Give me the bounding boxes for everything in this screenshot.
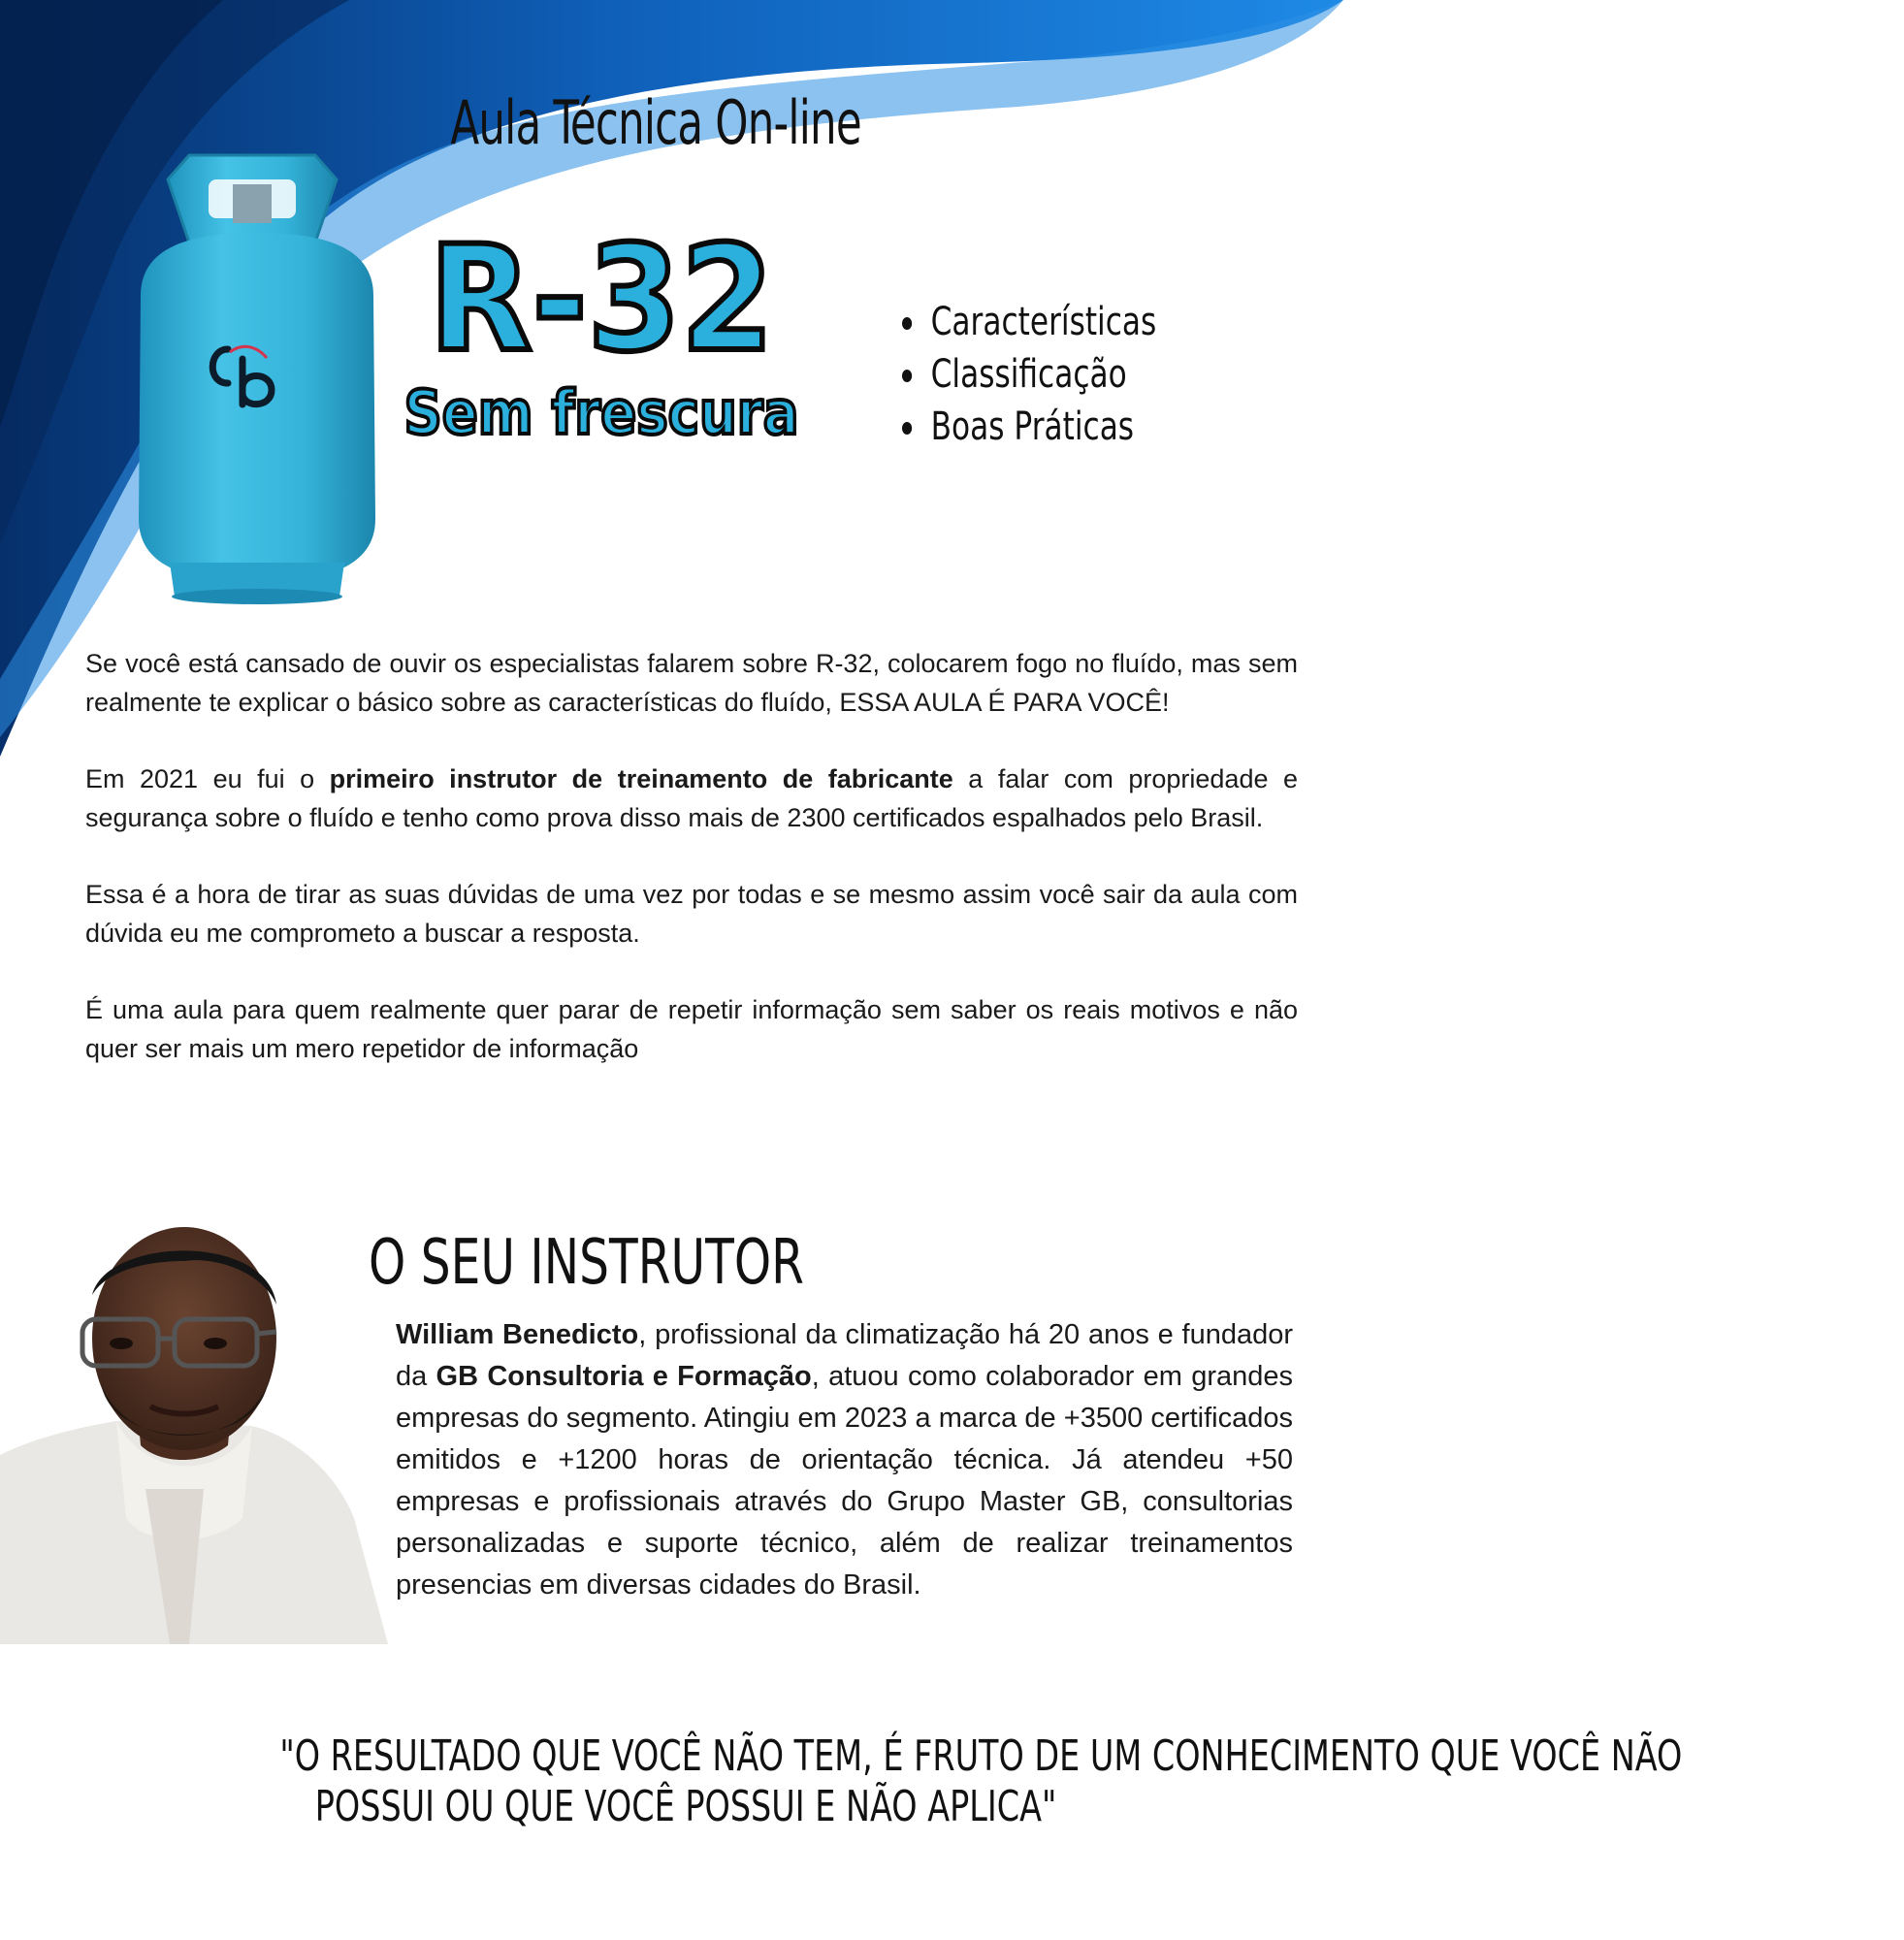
- intro-paragraph: Essa é a hora de tirar as suas dúvidas de uma vez por todas e se mesmo assim você sair da aula com dúvida eu me comprometo a buscar a resposta.: [85, 880, 1298, 948]
- refrigerant-cylinder-image: [121, 150, 393, 606]
- quote-line: "O RESULTADO QUE VOCÊ NÃO TEM, É FRUTO DE UM CONHECIMENTO QUE VOCÊ NÃO: [279, 1731, 1683, 1781]
- intro-text: a falar com propriedade e segurança sobre o fluído e tenho como prova disso mais de 2300 certificados espalhados pelo Brasil.: [85, 764, 1298, 832]
- topic-item: Características: [902, 296, 1156, 348]
- intro-highlight: primeiro instrutor de treinamento de fabricante: [329, 764, 953, 793]
- closing-quote: [58, 1731, 1683, 1832]
- r32-logo: [403, 213, 799, 461]
- intro-paragraph: Se você está cansado de ouvir os especialistas falarem sobre R-32, colocarem fogo no fluído, mas sem realmente te explicar o básico sobre as características do fluído, ESSA AULA É PARA VOCÊ!: [85, 649, 1298, 717]
- intro-paragraph: [85, 760, 1298, 837]
- instructor-bio-text: , profissional da climatização há 20 anos e fundador da: [396, 1319, 1293, 1392]
- topics-list: [902, 296, 1228, 453]
- intro-section: [85, 645, 1298, 1107]
- topic-item: Classificação: [902, 348, 1156, 401]
- instructor-heading: O SEU INSTRUTOR: [369, 1227, 804, 1299]
- instructor-name: William Benedicto: [396, 1319, 639, 1350]
- product-name: R-32: [429, 213, 774, 384]
- instructor-bio-text: , atuou como colaborador em grandes empresas do segmento. Atingiu em 2023 a marca de +3500 certificados emitidos e +1200 horas de orientação técnica. Já atendeu +50 empresas e profissionais através do Grupo Master GB, consultorias personalizadas e suporte técnico, além de realizar treinamentos presencias em diversas cidades do Brasil.: [396, 1361, 1293, 1600]
- product-tagline: Sem frescura: [403, 377, 799, 448]
- topic-item: Boas Práticas: [902, 401, 1156, 453]
- quote-line: POSSUI OU QUE VOCÊ POSSUI E NÃO APLICA": [314, 1782, 1057, 1831]
- page-title: Aula Técnica On-line: [450, 87, 861, 158]
- instructor-company: GB Consultoria e Formação: [436, 1361, 812, 1392]
- instructor-photo: [0, 1227, 388, 1644]
- intro-paragraph: É uma aula para quem realmente quer parar de repetir informação sem saber os reais motivos e não quer ser mais um mero repetidor de informação: [85, 995, 1298, 1063]
- instructor-bio: [396, 1314, 1293, 1606]
- intro-text: Em 2021 eu fui o: [85, 764, 330, 793]
